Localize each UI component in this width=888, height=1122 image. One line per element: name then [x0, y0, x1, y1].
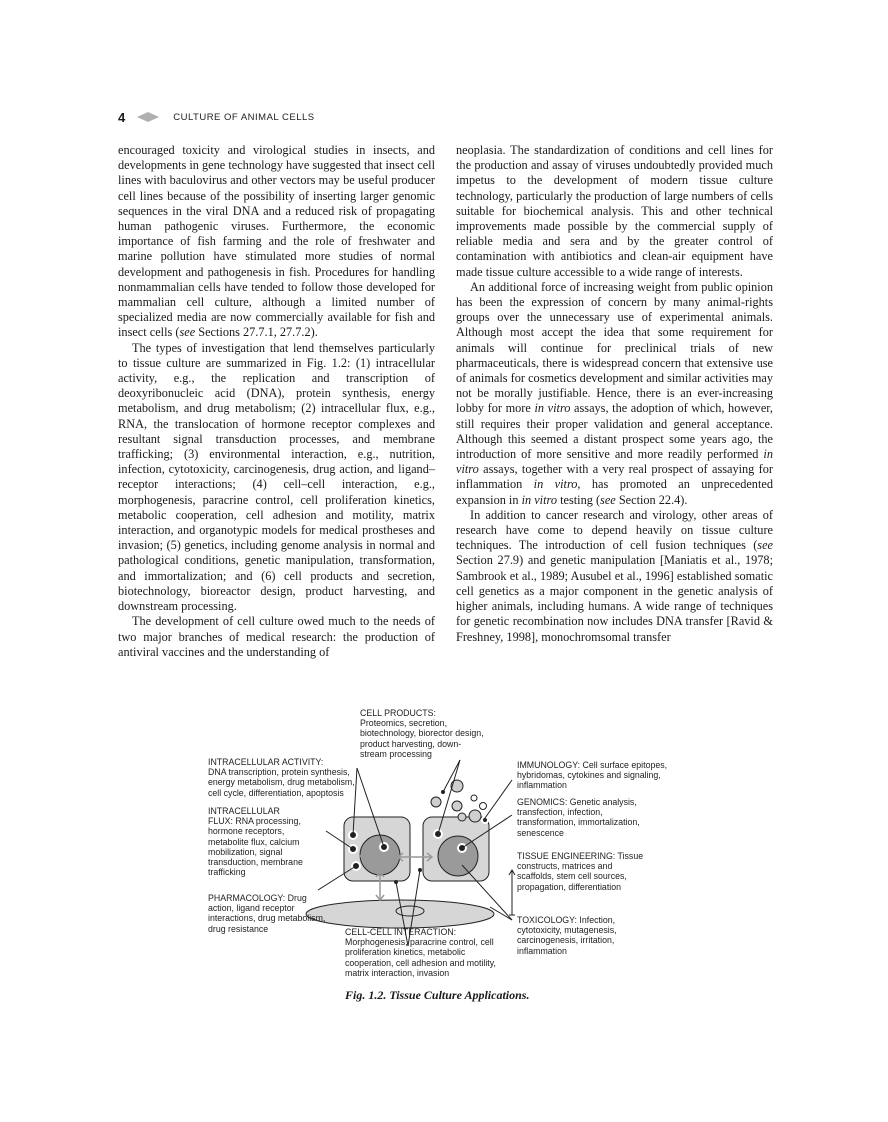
- label-intracellular-activity: INTRACELLULAR ACTIVITY: DNA transcription, protein synthesis, energy metabolism, drug metabolism, cell cycle, differentiation, apoptosis: [208, 757, 355, 798]
- label-immunology: IMMUNOLOGY: Cell surface epitopes, hybridomas, cytokines and signaling, inflammation: [517, 760, 668, 791]
- label-pharmacology: PHARMACOLOGY: Drug action, ligand receptor interactions, drug metabolism, drug resistance: [208, 893, 326, 934]
- diamond-ornament-icon: [137, 112, 159, 122]
- page-header: [118, 108, 315, 126]
- label-cell-cell-interaction: CELL-CELL INTERACTION: Morphogenesis, paracrine control, cell proliferation kinetics, metabolic cooperation, cell adhesion and motility, matrix interaction, invasion: [345, 927, 496, 978]
- left-column: [118, 143, 435, 660]
- label-intracellular-flux: INTRACELLULAR FLUX: RNA processing, hormone receptors, metabolite flux, calcium mobilization, signal transduction, membrane trafficking: [208, 806, 303, 878]
- label-genomics: GENOMICS: Genetic analysis, transfection, infection, transformation, immortalization, senescence: [517, 797, 640, 838]
- label-cell-products: CELL PRODUCTS: Proteomics, secretion, biotechnology, biorector design, product harvesting, down- stream processing: [360, 708, 484, 759]
- right-column: [456, 143, 773, 645]
- paragraph: neoplasia. The standardization of conditions and cell lines for the production and assay of viruses undoubtedly provided much impetus to the development of modern tissue culture technology, particularly the production of large numbers of cells suitable for biochemical analysis. This and other technical improvements made possible by the commercial supply of reliable media and sera and by the greater control of contamination with antibiotics and clean-air equipment have made tissue culture accessible to a wide range of interests.: [456, 143, 773, 279]
- figure-caption: Fig. 1.2. Tissue Culture Applications.: [345, 988, 530, 1002]
- paragraph: encouraged toxicity and virological studies in insects, and developments in gene technology have suggested that insect cell lines with baculovirus and other vectors may be useful producer cell lines because of the possibility of inserting larger genomic sequences in the viral DNA and a reduced risk of propagating human pathogenic viruses. Furthermore, the economic importance of fish farming and the role of freshwater and marine pollution have stimulated more studies of normal development and pathogenesis in fish. Procedures for handling nonmammalian cells have tended to follow those developed for mammalian cell culture, although a limited number of specialized media are now commercially available for fish and insect cells (see Sections 27.7.1, 27.7.2).: [118, 143, 435, 340]
- label-tissue-engineering: TISSUE ENGINEERING: Tissue constructs, matrices and scaffolds, stem cell sources, propagation, differentiation: [517, 851, 644, 892]
- paragraph: The types of investigation that lend themselves particularly to tissue culture are summarized in Fig. 1.2: (1) intracellular activity, e.g., the replication and transcription of deoxyribonucleic acid (DNA), protein synthesis, energy metabolism, and drug metabolism; (2) intracellular flux, e.g., RNA, the translocation of hormone receptor complexes and resultant signal transduction processes, and membrane trafficking; (3) environmental interaction, e.g., nutrition, infection, cytotoxicity, carcinogenesis, drug action, and ligand–receptor interactions; (4) cell–cell interaction, e.g., morphogenesis, paracrine control, cell proliferation kinetics, metabolic cooperation, cell adhesion and motility, matrix interaction, and organotypic models for medical prostheses and invasion; (5) genetics, including genome analysis in normal and pathological conditions, genetic manipulation, transformation, and immortalization; and (6) cell products and secretion, biotechnology, bioreactor design, product harvesting, and downstream processing.: [118, 340, 435, 614]
- page-number: 4: [118, 109, 126, 125]
- paragraph: An additional force of increasing weight from public opinion has been the expression of concern by many animal-rights groups over the unnecessary use of experimental animals. Although most accept the idea that some requirement for animals will continue for preclinical trials of new pharmaceuticals, there is widespread concern that extensive use of animals for cosmetics development and similar activities may not be morally justifiable. Hence, there is an ever-increasing lobby for more in vitro assays, the adoption of which, however, still requires their proper validation and general acceptance. Although this seemed a distant prospect some years ago, the introduction of more sensitive and more readily performed in vitro assays, together with a very real prospect of assaying for inflammation in vitro, has promoted an unprecedented expansion in in vitro testing (see Section 22.4).: [456, 279, 773, 507]
- paragraph: In addition to cancer research and virology, other areas of research have come to depend heavily on tissue culture techniques. The introduction of cell fusion techniques (see Section 27.9) and genetic manipulation [Maniatis et al., 1978; Sambrook et al., 1989; Ausubel et al., 1996] established somatic cell genetics as a major component in the genetic analysis of higher animals, including humans. A wide range of techniques for genetic recombination now includes DNA transfer [Ravid & Freshney, 1998], monochromsomal transfer: [456, 507, 773, 644]
- running-head: CULTURE OF ANIMAL CELLS: [173, 111, 315, 123]
- paragraph: The development of cell culture owed much to the needs of two major branches of medical research: the production of antiviral vaccines and the understanding of: [118, 614, 435, 659]
- label-toxicology: TOXICOLOGY: Infection, cytotoxicity, mutagenesis, carcinogenesis, irritation, inflammation: [517, 915, 617, 956]
- figure-tissue-culture-applications: [200, 700, 680, 1000]
